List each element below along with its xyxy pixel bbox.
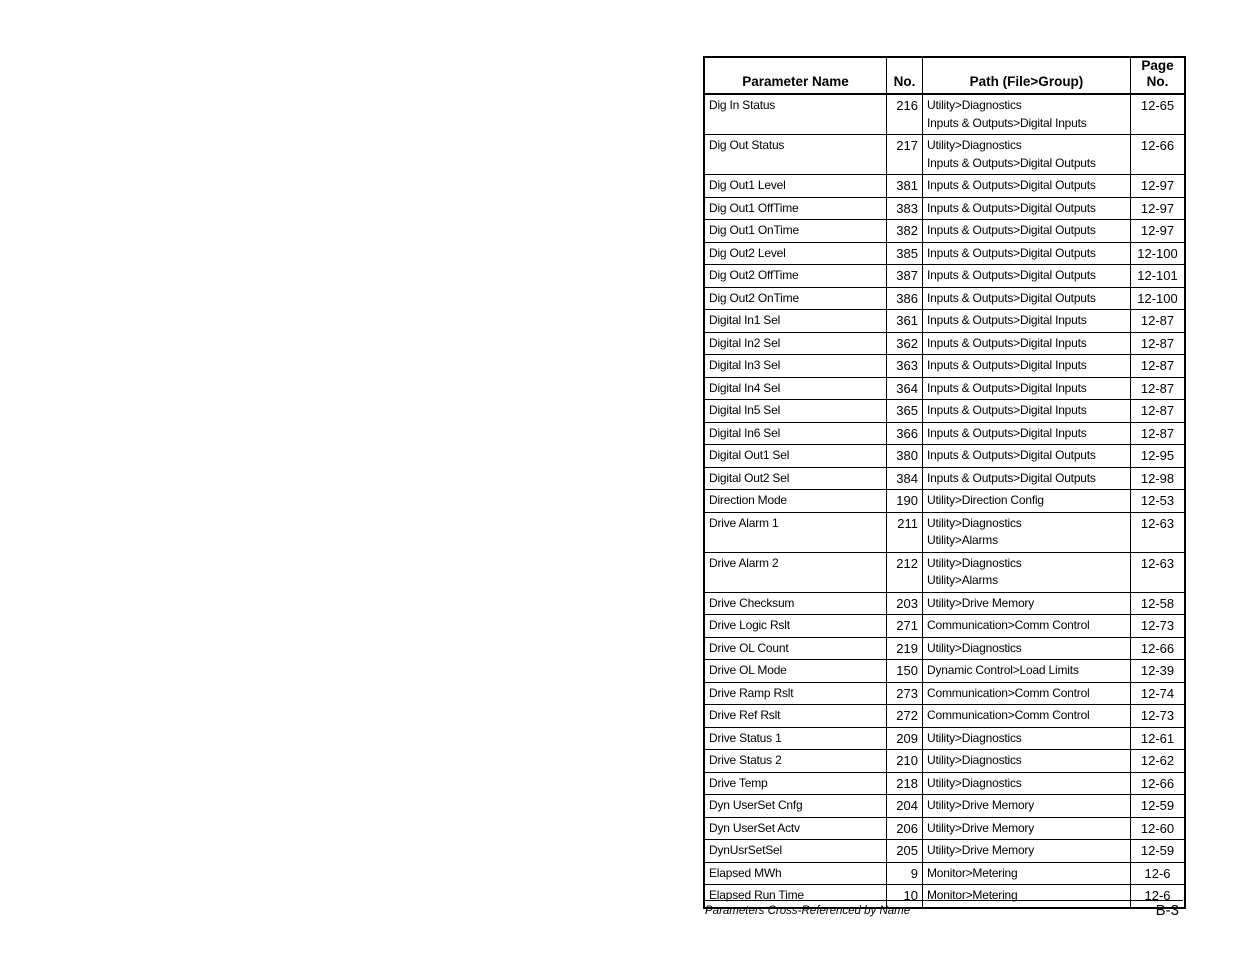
parameter-number-cell: 386	[887, 287, 923, 310]
path-line: Utility>Diagnostics	[927, 753, 1022, 767]
table-row	[704, 750, 1185, 773]
page-number-cell: 12-73	[1131, 705, 1186, 728]
page-number-cell: 12-39	[1131, 660, 1186, 683]
header-parameter-name: Parameter Name	[704, 57, 887, 94]
parameter-path-cell	[923, 615, 1131, 638]
page-number-cell: 12-62	[1131, 750, 1186, 773]
parameter-path-cell	[923, 377, 1131, 400]
path-line: Utility>Drive Memory	[927, 843, 1035, 857]
table-row	[704, 727, 1185, 750]
parameter-path-cell	[923, 552, 1131, 592]
path-line: Dynamic Control>Load Limits	[927, 663, 1079, 677]
page-number-cell: 12-60	[1131, 817, 1186, 840]
parameter-name-cell: Digital In1 Sel	[704, 310, 887, 333]
parameter-name-cell: Elapsed MWh	[704, 862, 887, 885]
parameter-number-cell: 365	[887, 400, 923, 423]
parameter-path-cell	[923, 705, 1131, 728]
path-line: Inputs & Outputs>Digital Outputs	[927, 155, 1096, 170]
table-row	[704, 682, 1185, 705]
parameter-name-cell: Dyn UserSet Actv	[704, 817, 887, 840]
table-row	[704, 310, 1185, 333]
parameter-path-cell	[923, 467, 1131, 490]
path-line: Inputs & Outputs>Digital Inputs	[927, 313, 1087, 327]
parameter-path-cell	[923, 885, 1131, 908]
parameter-path-cell	[923, 512, 1131, 552]
parameter-number-cell: 212	[887, 552, 923, 592]
table-row	[704, 592, 1185, 615]
page-number-cell: 12-87	[1131, 400, 1186, 423]
parameter-name-cell: DynUsrSetSel	[704, 840, 887, 863]
parameter-name-cell: Dig Out Status	[704, 135, 887, 175]
table-row	[704, 615, 1185, 638]
path-line: Inputs & Outputs>Digital Outputs	[927, 470, 1096, 485]
parameter-number-cell: 203	[887, 592, 923, 615]
path-line: Utility>Drive Memory	[927, 820, 1035, 835]
parameter-name-cell: Dig Out2 OnTime	[704, 287, 887, 310]
path-line: Communication>Comm Control	[927, 708, 1090, 722]
table-row	[704, 332, 1185, 355]
parameter-number-cell: 10	[887, 885, 923, 908]
parameter-number-cell: 190	[887, 490, 923, 513]
table-row	[704, 552, 1185, 592]
parameter-path-cell	[923, 817, 1131, 840]
parameter-number-cell: 216	[887, 94, 923, 135]
header-page-line2: No.	[1146, 74, 1169, 89]
parameter-path-cell	[923, 862, 1131, 885]
page-number-cell: 12-61	[1131, 727, 1186, 750]
page-number-cell: 12-59	[1131, 795, 1186, 818]
page-number-cell: 12-74	[1131, 682, 1186, 705]
path-line: Inputs & Outputs>Digital Inputs	[927, 358, 1087, 372]
path-line: Inputs & Outputs>Digital Inputs	[927, 403, 1087, 417]
page-number-cell: 12-87	[1131, 422, 1186, 445]
page-number-cell: 12-6	[1131, 885, 1186, 908]
parameter-name-cell: Drive Alarm 2	[704, 552, 887, 592]
parameter-cross-reference-table	[703, 56, 1186, 909]
page-footer	[703, 900, 1183, 919]
parameter-name-cell: Dig Out2 OffTime	[704, 265, 887, 288]
parameter-path-cell	[923, 197, 1131, 220]
path-line: Utility>Alarms	[927, 533, 998, 547]
parameter-number-cell: 366	[887, 422, 923, 445]
parameter-number-cell: 387	[887, 265, 923, 288]
table-row	[704, 795, 1185, 818]
parameter-number-cell: 210	[887, 750, 923, 773]
parameter-number-cell: 273	[887, 682, 923, 705]
parameter-name-cell: Dig Out2 Level	[704, 242, 887, 265]
header-number: No.	[887, 57, 923, 94]
parameter-name-cell: Drive OL Count	[704, 637, 887, 660]
parameter-number-cell: 362	[887, 332, 923, 355]
table-row	[704, 175, 1185, 198]
parameter-name-cell: Drive Logic Rslt	[704, 615, 887, 638]
parameter-number-cell: 380	[887, 445, 923, 468]
path-line: Utility>Diagnostics	[927, 775, 1022, 790]
path-line: Inputs & Outputs>Digital Outputs	[927, 448, 1096, 462]
parameter-path-cell	[923, 445, 1131, 468]
parameter-number-cell: 382	[887, 220, 923, 243]
parameter-path-cell	[923, 242, 1131, 265]
path-line: Utility>Drive Memory	[927, 798, 1035, 812]
parameter-number-cell: 363	[887, 355, 923, 378]
parameter-name-cell: Dig In Status	[704, 94, 887, 135]
parameter-name-cell: Digital In2 Sel	[704, 332, 887, 355]
parameter-number-cell: 219	[887, 637, 923, 660]
parameter-name-cell: Drive Ramp Rslt	[704, 682, 887, 705]
table-row	[704, 445, 1185, 468]
page-number-cell: 12-98	[1131, 467, 1186, 490]
page-number-cell: 12-95	[1131, 445, 1186, 468]
path-line: Inputs & Outputs>Digital Inputs	[927, 380, 1087, 395]
parameter-name-cell: Digital In6 Sel	[704, 422, 887, 445]
page-number-cell: 12-97	[1131, 197, 1186, 220]
parameter-number-cell: 211	[887, 512, 923, 552]
page-number-cell: 12-97	[1131, 220, 1186, 243]
parameter-path-cell	[923, 135, 1131, 175]
page-number-cell: 12-97	[1131, 175, 1186, 198]
parameter-name-cell: Digital In4 Sel	[704, 377, 887, 400]
parameter-number-cell: 383	[887, 197, 923, 220]
parameter-path-cell	[923, 94, 1131, 135]
page-number-cell: 12-87	[1131, 355, 1186, 378]
parameter-number-cell: 272	[887, 705, 923, 728]
parameter-path-cell	[923, 727, 1131, 750]
path-line: Inputs & Outputs>Digital Outputs	[927, 200, 1096, 215]
page-number-cell: 12-100	[1131, 242, 1186, 265]
parameter-path-cell	[923, 772, 1131, 795]
parameter-number-cell: 206	[887, 817, 923, 840]
parameter-name-cell: Drive Status 1	[704, 727, 887, 750]
parameter-path-cell	[923, 400, 1131, 423]
table-row	[704, 422, 1185, 445]
path-line: Communication>Comm Control	[927, 618, 1090, 632]
path-line: Inputs & Outputs>Digital Inputs	[927, 425, 1087, 440]
path-line: Utility>Diagnostics	[927, 730, 1022, 745]
path-line: Inputs & Outputs>Digital Outputs	[927, 245, 1096, 260]
parameter-name-cell: Digital Out1 Sel	[704, 445, 887, 468]
path-line: Utility>Drive Memory	[927, 595, 1035, 610]
parameter-number-cell: 361	[887, 310, 923, 333]
table-row	[704, 197, 1185, 220]
parameter-number-cell: 385	[887, 242, 923, 265]
path-line: Utility>Diagnostics	[927, 98, 1022, 112]
page-number-cell: 12-101	[1131, 265, 1186, 288]
parameter-path-cell	[923, 175, 1131, 198]
table-row	[704, 220, 1185, 243]
table-row	[704, 840, 1185, 863]
table-row	[704, 637, 1185, 660]
parameter-number-cell: 384	[887, 467, 923, 490]
parameter-number-cell: 150	[887, 660, 923, 683]
table-row	[704, 512, 1185, 552]
page-number-cell: 12-63	[1131, 512, 1186, 552]
footer-page-number: B-3	[1155, 902, 1179, 919]
parameter-name-cell: Dig Out1 OffTime	[704, 197, 887, 220]
page-number-cell: 12-100	[1131, 287, 1186, 310]
path-line: Utility>Diagnostics	[927, 138, 1022, 152]
parameter-name-cell: Direction Mode	[704, 490, 887, 513]
parameter-name-cell: Digital In5 Sel	[704, 400, 887, 423]
footer-section-title: Parameters Cross-Referenced by Name	[705, 905, 911, 917]
table-row	[704, 94, 1185, 135]
parameter-path-cell	[923, 840, 1131, 863]
page-number-cell: 12-66	[1131, 772, 1186, 795]
path-line: Utility>Alarms	[927, 573, 998, 587]
page-number-cell: 12-87	[1131, 332, 1186, 355]
table-row	[704, 135, 1185, 175]
parameter-name-cell: Drive OL Mode	[704, 660, 887, 683]
table-row	[704, 400, 1185, 423]
path-line: Utility>Diagnostics	[927, 515, 1022, 530]
table-row	[704, 287, 1185, 310]
table-row	[704, 862, 1185, 885]
page-number-cell: 12-58	[1131, 592, 1186, 615]
page-number-cell: 12-87	[1131, 377, 1186, 400]
page-number-cell: 12-66	[1131, 135, 1186, 175]
path-line: Inputs & Outputs>Digital Outputs	[927, 223, 1096, 237]
path-line: Utility>Diagnostics	[927, 640, 1022, 655]
parameter-number-cell: 364	[887, 377, 923, 400]
parameter-path-cell	[923, 332, 1131, 355]
parameter-path-cell	[923, 265, 1131, 288]
parameter-path-cell	[923, 287, 1131, 310]
parameter-number-cell: 271	[887, 615, 923, 638]
table-row	[704, 265, 1185, 288]
parameter-path-cell	[923, 682, 1131, 705]
parameter-path-cell	[923, 660, 1131, 683]
table-row	[704, 242, 1185, 265]
parameter-path-cell	[923, 490, 1131, 513]
parameter-number-cell: 218	[887, 772, 923, 795]
parameter-path-cell	[923, 795, 1131, 818]
parameter-path-cell	[923, 592, 1131, 615]
table-row	[704, 705, 1185, 728]
table-row	[704, 817, 1185, 840]
parameter-path-cell	[923, 220, 1131, 243]
parameter-name-cell: Drive Status 2	[704, 750, 887, 773]
parameter-path-cell	[923, 637, 1131, 660]
parameter-path-cell	[923, 422, 1131, 445]
table-row	[704, 355, 1185, 378]
header-page-number	[1131, 57, 1186, 94]
path-line: Utility>Diagnostics	[927, 555, 1022, 570]
table-row	[704, 490, 1185, 513]
table-row	[704, 377, 1185, 400]
path-line: Inputs & Outputs>Digital Outputs	[927, 290, 1096, 305]
path-line: Monitor>Metering	[927, 888, 1018, 902]
path-line: Inputs & Outputs>Digital Inputs	[927, 335, 1087, 350]
parameter-name-cell: Drive Alarm 1	[704, 512, 887, 552]
parameter-number-cell: 209	[887, 727, 923, 750]
parameter-name-cell: Digital In3 Sel	[704, 355, 887, 378]
parameter-number-cell: 205	[887, 840, 923, 863]
parameter-name-cell: Dig Out1 Level	[704, 175, 887, 198]
parameter-path-cell	[923, 310, 1131, 333]
parameter-name-cell: Drive Ref Rslt	[704, 705, 887, 728]
parameter-path-cell	[923, 355, 1131, 378]
page-number-cell: 12-63	[1131, 552, 1186, 592]
table-row	[704, 772, 1185, 795]
path-line: Utility>Direction Config	[927, 493, 1044, 507]
page-number-cell: 12-66	[1131, 637, 1186, 660]
parameter-name-cell: Elapsed Run Time	[704, 885, 887, 908]
parameter-name-cell: Drive Checksum	[704, 592, 887, 615]
header-path: Path (File>Group)	[923, 57, 1131, 94]
parameter-number-cell: 9	[887, 862, 923, 885]
page-number-cell: 12-53	[1131, 490, 1186, 513]
table-body	[704, 94, 1185, 908]
table-header-row	[704, 57, 1185, 94]
parameter-number-cell: 204	[887, 795, 923, 818]
page-number-cell: 12-87	[1131, 310, 1186, 333]
path-line: Inputs & Outputs>Digital Outputs	[927, 268, 1096, 282]
table-row	[704, 467, 1185, 490]
path-line: Monitor>Metering	[927, 865, 1018, 880]
parameter-name-cell: Digital Out2 Sel	[704, 467, 887, 490]
parameter-number-cell: 217	[887, 135, 923, 175]
parameter-path-cell	[923, 750, 1131, 773]
parameter-number-cell: 381	[887, 175, 923, 198]
table-row	[704, 660, 1185, 683]
page-number-cell: 12-73	[1131, 615, 1186, 638]
path-line: Communication>Comm Control	[927, 685, 1090, 700]
header-page-line1: Page	[1141, 58, 1174, 73]
page-number-cell: 12-59	[1131, 840, 1186, 863]
path-line: Inputs & Outputs>Digital Outputs	[927, 178, 1096, 192]
page-number-cell: 12-6	[1131, 862, 1186, 885]
path-line: Inputs & Outputs>Digital Inputs	[927, 115, 1087, 130]
parameter-name-cell: Drive Temp	[704, 772, 887, 795]
parameter-name-cell: Dig Out1 OnTime	[704, 220, 887, 243]
parameter-name-cell: Dyn UserSet Cnfg	[704, 795, 887, 818]
page-number-cell: 12-65	[1131, 94, 1186, 135]
